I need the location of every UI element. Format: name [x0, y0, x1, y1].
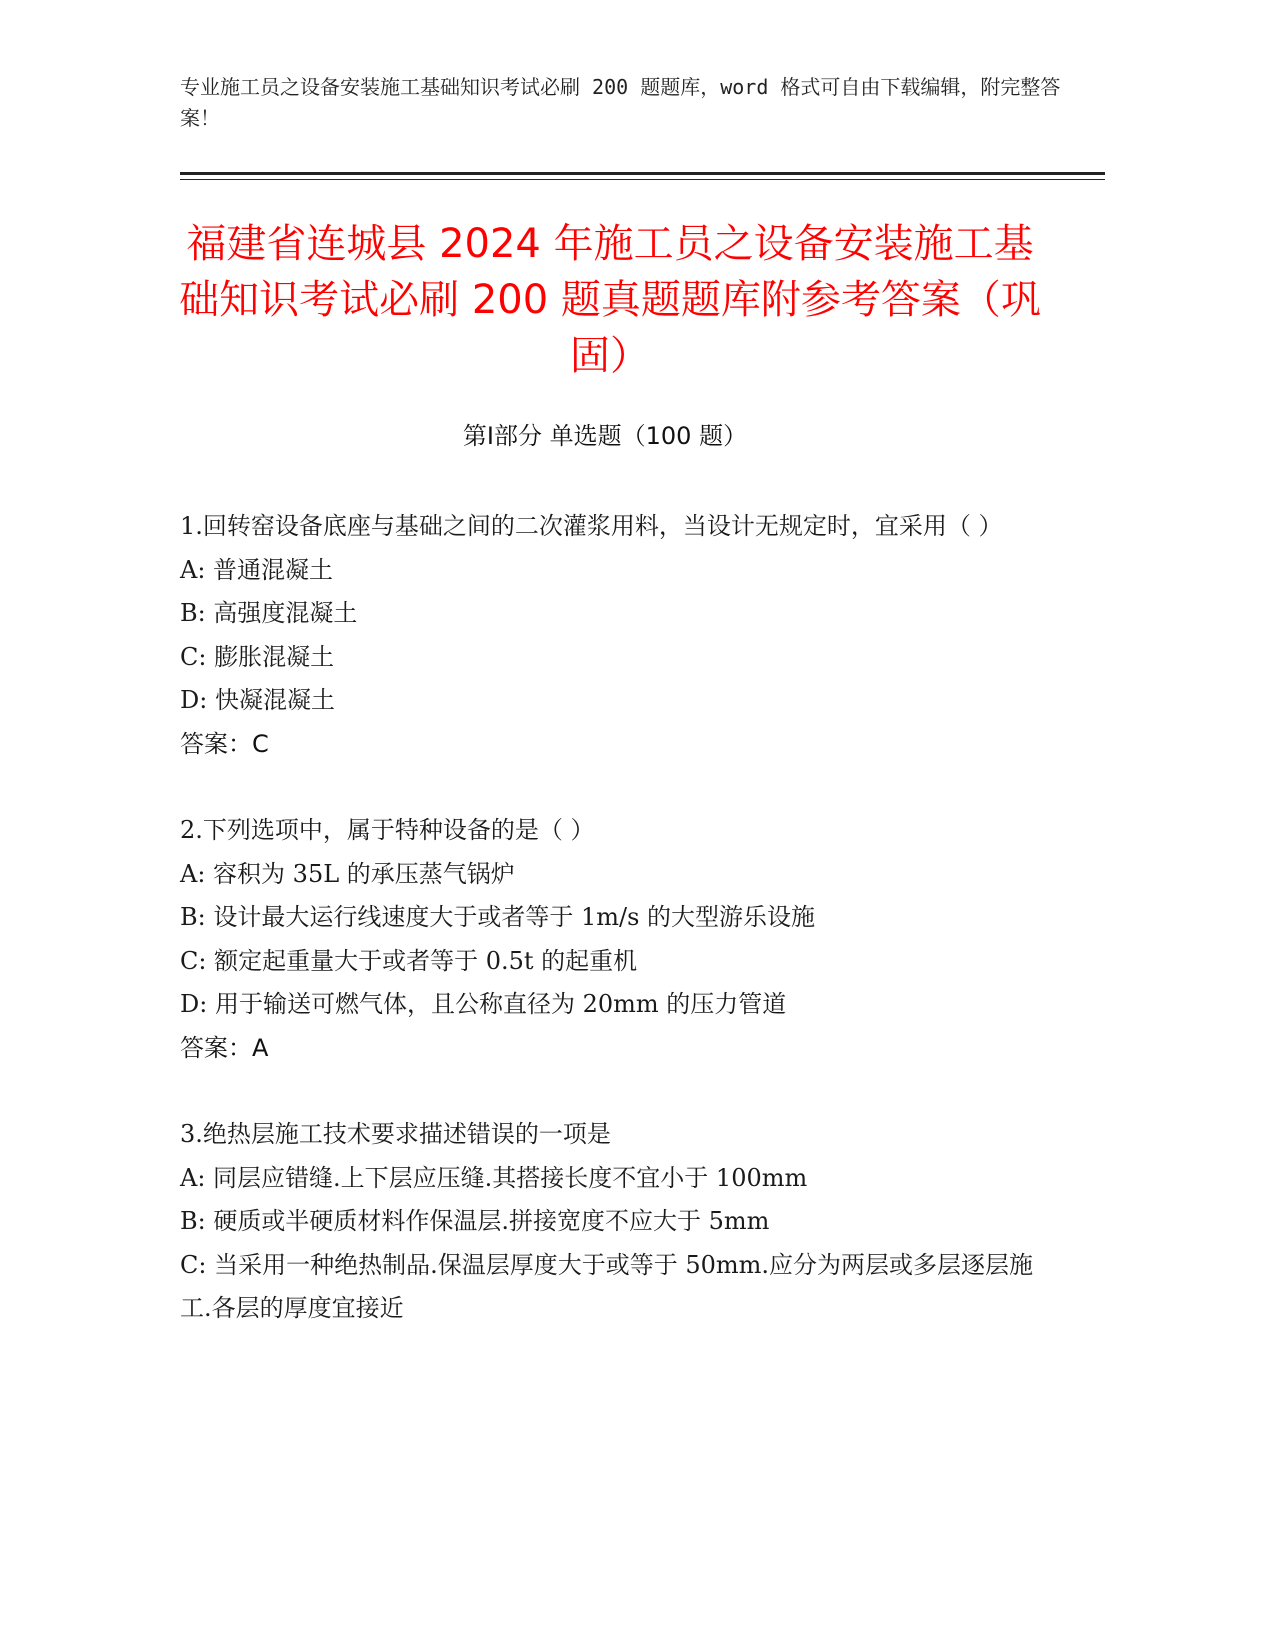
question-2 — [180, 809, 1060, 1070]
section-title: 第Ⅰ部分 单选题（100 题） — [462, 422, 748, 450]
option-b: B: 高强度混凝土 — [180, 599, 358, 627]
option-c: C: 当采用一种绝热制品.保温层厚度大于或等于 50mm.应分为两层或多层逐层施工.各层的厚度宜接近 — [180, 1250, 1034, 1322]
header-divider-thin — [180, 179, 1105, 180]
header-divider-thick — [180, 172, 1105, 175]
question-stem: 2.下列选项中，属于特种设备的是（ ） — [180, 816, 595, 844]
answer: 答案：C — [180, 729, 269, 758]
option-c: C: 膨胀混凝土 — [180, 642, 335, 671]
option-a: A: 同层应错缝.上下层应压缝.其搭接长度不宜小于 100mm — [180, 1163, 808, 1192]
option-a: A: 容积为 35L 的承压蒸气锅炉 — [180, 859, 515, 888]
option-a: A: 普通混凝土 — [180, 555, 334, 584]
option-c: C: 额定起重量大于或者等于 0.5t 的起重机 — [180, 946, 638, 975]
option-d: D: 用于输送可燃气体，且公称直径为 20mm 的压力管道 — [180, 990, 787, 1018]
question-1 — [180, 505, 1060, 766]
option-d: D: 快凝混凝土 — [180, 686, 335, 714]
question-stem: 1.回转窑设备底座与基础之间的二次灌浆用料，当设计无规定时，宜采用（ ） — [180, 512, 1003, 540]
answer: 答案：A — [180, 1033, 269, 1062]
option-b: B: 硬质或半硬质材料作保温层.拼接宽度不应大于 5mm — [180, 1207, 770, 1235]
question-stem: 3.绝热层施工技术要求描述错误的一项是 — [180, 1120, 611, 1148]
question-3 — [180, 1113, 1060, 1331]
question-list — [180, 505, 1060, 1374]
document-title: 福建省连城县 2024 年施工员之设备安装施工基础知识考试必刷 200 题真题题库附参考答案（巩固） — [179, 221, 1041, 379]
header-note: 专业施工员之设备安装施工基础知识考试必刷 200 题题库，word 格式可自由下载编辑，附完整答案！ — [180, 75, 1061, 130]
option-b: B: 设计最大运行线速度大于或者等于 1m/s 的大型游乐设施 — [180, 903, 816, 931]
